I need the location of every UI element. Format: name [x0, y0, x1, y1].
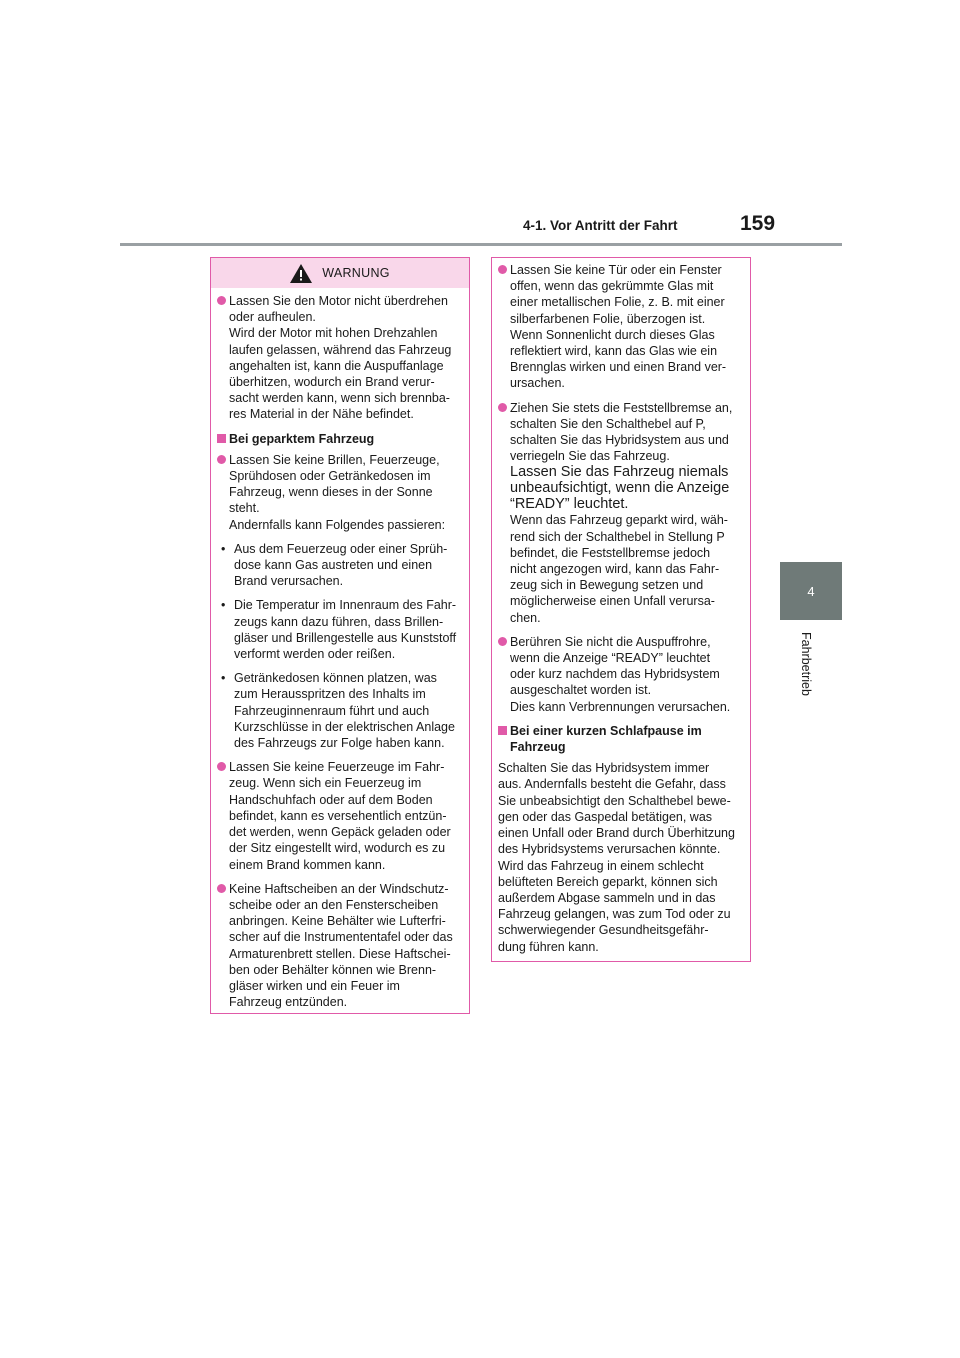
text-line: anbringen. Keine Behälter wie Lufterfri- — [229, 914, 446, 929]
bullet-engine — [217, 293, 460, 423]
text-line: einer metallischen Folie, z. B. mit einer — [510, 295, 725, 310]
bullet-dot-icon — [217, 296, 226, 305]
bullet-lighters — [217, 759, 460, 872]
text-line: silberfarbenen Folie, überzogen ist. — [510, 311, 706, 326]
text-line: gläser und Brillengestelle aus Kunststoff — [234, 630, 457, 645]
text-line: des Fahrzeugs zur Folge haben kann. — [234, 736, 445, 751]
text-line: rend sich der Schalthebel in Stellung P — [510, 529, 725, 544]
warning-header — [211, 258, 469, 288]
text-line: gläser wirken und ein Feuer im — [229, 978, 400, 993]
text-line: Keine Haftscheiben an der Windschutz- — [229, 881, 449, 896]
warning-body-continued — [492, 258, 750, 955]
text-line: scheibe oder an den Fensterscheiben — [229, 897, 439, 912]
text-line: schalten Sie den Schalthebel auf P, — [510, 416, 706, 431]
sub-bullet-mark: • — [221, 598, 226, 613]
sub-lighter — [217, 541, 460, 590]
text-line: Andernfalls kann Folgendes passieren: — [229, 517, 446, 532]
text-line: res Material in der Nähe befindet. — [229, 407, 414, 422]
text-line: Fahrzeug entzünden. — [229, 995, 348, 1010]
text-line: wenn die Anzeige “READY” leuchtet — [510, 651, 711, 666]
text-line: befindet, kann es versehentlich entzün- — [229, 808, 447, 823]
section-square-icon — [498, 726, 507, 735]
text-line: der Sitz eingestellt wird, wodurch es zu — [229, 841, 446, 856]
text-line: zeug. Wenn sich ein Feuerzeug im — [229, 776, 422, 791]
sub-bullet-mark: • — [221, 541, 226, 556]
section-heading: Bei geparktem Fahrzeug — [229, 431, 375, 446]
bullet-exhaust — [498, 634, 741, 715]
text-line: Lassen Sie keine Feuerzeuge im Fahr- — [229, 760, 445, 775]
bullet-dot-icon — [498, 265, 507, 274]
emphasis-line: Lassen Sie das Fahrzeug niemals — [510, 464, 729, 481]
text-line: Berühren Sie nicht die Auspuffrohre, — [510, 634, 711, 649]
text-line: Wenn das Fahrzeug geparkt wird, wäh- — [510, 513, 728, 528]
text-line: außerdem Abgase sammeln und in das — [498, 890, 716, 905]
emphasis-line: unbeaufsichtigt, wenn die Anzeige — [510, 480, 730, 497]
text-line: einen Unfall oder Brand durch Überhitzung — [498, 826, 735, 841]
text-line: schalten Sie das Hybridsystem aus und — [510, 433, 729, 448]
text-line: chen. — [510, 610, 541, 625]
warning-box — [210, 257, 470, 1014]
emphasis-line: “READY” leuchtet. — [510, 496, 629, 513]
text-line: verformt werden oder reißen. — [234, 647, 396, 662]
text-line: Lassen Sie keine Tür oder ein Fenster — [510, 263, 722, 277]
text-line: angehalten ist, kann die Auspuffanlage — [229, 358, 444, 373]
text-line: aus. Andernfalls besteht die Gefahr, dass — [498, 777, 726, 792]
bullet-glasses — [217, 452, 460, 533]
text-line: Brand verursachen. — [234, 574, 344, 589]
sub-bullet-mark: • — [221, 671, 226, 686]
chapter-label: Fahrbetrieb — [799, 632, 813, 696]
chapter-tab — [780, 562, 842, 620]
text-line: schwerwiegender Gesundheitsgefähr- — [498, 923, 709, 938]
text-line: Aus dem Feuerzeug oder einer Sprüh- — [234, 541, 448, 556]
text-line: sacht werden kann, wenn sich brennba- — [229, 391, 450, 406]
text-line: zeug sich in Bewegung setzen und — [510, 578, 704, 593]
text-line: Kurzschlüsse in der elektrischen Anlage — [234, 719, 455, 734]
text-line: oder aufheulen. — [229, 310, 316, 325]
text-line: dung führen kann. — [498, 939, 599, 954]
text-line: scher auf die Instrumententafel oder das — [229, 930, 453, 945]
text-line: ben oder Behälter können wie Brenn- — [229, 962, 437, 977]
text-line: Getränkedosen können platzen, was — [234, 671, 437, 686]
bullet-suction — [217, 881, 460, 1011]
text-line: zeugs kann dazu führen, dass Brillen- — [234, 614, 444, 629]
bullet-dot-icon — [498, 403, 507, 412]
bullet-dot-icon — [217, 455, 226, 464]
text-line: Fahrzeuginnenraum führt und auch — [234, 703, 430, 718]
header-rule — [120, 243, 842, 246]
section-heading: Bei einer kurzen Schlafpause im — [510, 723, 702, 738]
section-nap — [498, 723, 741, 755]
text-line: zum Herausspritzen des Inhalts im — [234, 687, 426, 702]
section-heading: Fahrzeug — [510, 740, 566, 755]
text-line: Fahrzeug gelangen, was zum Tod oder zu — [498, 907, 731, 922]
warning-box-continued — [491, 257, 751, 962]
text-line: laufen gelassen, während das Fahrzeug — [229, 342, 452, 357]
warning-body — [211, 288, 469, 1010]
text-line: befindet, die Feststellbremse jedoch — [510, 545, 711, 560]
warning-icon — [290, 264, 312, 283]
text-line: ausgeschaltet worden ist. — [510, 683, 652, 698]
text-line: Wenn Sonnenlicht durch dieses Glas — [510, 327, 715, 342]
sub-cans — [217, 670, 460, 751]
text-line: Wird der Motor mit hohen Drehzahlen — [229, 326, 438, 341]
text-line: Brennglas wirken und einen Brand ver- — [510, 360, 727, 375]
text-line: nicht angezogen wird, kann das Fahr- — [510, 562, 720, 577]
text-line: dose kann Gas austreten und einen — [234, 558, 433, 573]
text-line: überhitzen, wodurch ein Brand verur- — [229, 375, 435, 390]
paragraph-nap — [498, 760, 741, 954]
text-line: ursachen. — [510, 376, 565, 391]
text-line: Handschuhfach oder auf dem Boden — [229, 792, 433, 807]
bullet-brake — [498, 400, 741, 626]
text-line: steht. — [229, 501, 260, 516]
text-line: Sprühdosen oder Getränkedosen im — [229, 469, 431, 484]
page-number: 159 — [740, 212, 776, 235]
text-line: oder kurz nachdem das Hybridsystem — [510, 667, 720, 682]
warning-title: WARNUNG — [322, 265, 390, 280]
text-line: gen oder das Gaspedal betätigen, was — [498, 809, 713, 824]
text-line: möglicherweise einen Unfall verursa- — [510, 594, 715, 609]
text-line: Die Temperatur im Innenraum des Fahr- — [234, 598, 457, 613]
text-line: reflektiert wird, kann das Glas wie ein — [510, 344, 718, 359]
text-line: des Hybridsystems verursachen könnte. — [498, 842, 721, 857]
text-line: Sie unbeabsichtigt den Schalthebel bewe- — [498, 793, 731, 808]
bullet-dot-icon — [498, 637, 507, 646]
text-line: offen, wenn das gekrümmte Glas mit — [510, 279, 714, 294]
section-title: 4-1. Vor Antritt der Fahrt — [523, 218, 678, 233]
chapter-number: 4 — [807, 583, 815, 599]
sub-temperature — [217, 597, 460, 662]
text-line: Ziehen Sie stets die Feststellbremse an, — [510, 400, 733, 415]
section-parked — [217, 431, 460, 447]
text-line: Lassen Sie keine Brillen, Feuerzeuge, — [229, 452, 440, 467]
section-square-icon — [217, 434, 226, 443]
bullet-dot-icon — [217, 762, 226, 771]
bullet-window — [498, 262, 741, 392]
text-line: einem Brand kommen kann. — [229, 857, 386, 872]
text-line: det werden, wenn Gepäck geladen oder — [229, 825, 451, 840]
text-line: Fahrzeug, wenn dieses in der Sonne — [229, 485, 433, 500]
text-line: Lassen Sie den Motor nicht überdrehen — [229, 294, 448, 308]
text-line: Armaturenbrett stellen. Diese Haftschei- — [229, 946, 451, 961]
text-line: Schalten Sie das Hybridsystem immer — [498, 761, 710, 776]
text-line: Dies kann Verbrennungen verursachen. — [510, 699, 731, 714]
text-line: Wird das Fahrzeug in einem schlecht — [498, 858, 704, 873]
text-line: belüfteten Bereich geparkt, können sich — [498, 874, 718, 889]
text-line: verriegeln Sie das Fahrzeug. — [510, 449, 670, 464]
bullet-dot-icon — [217, 884, 226, 893]
